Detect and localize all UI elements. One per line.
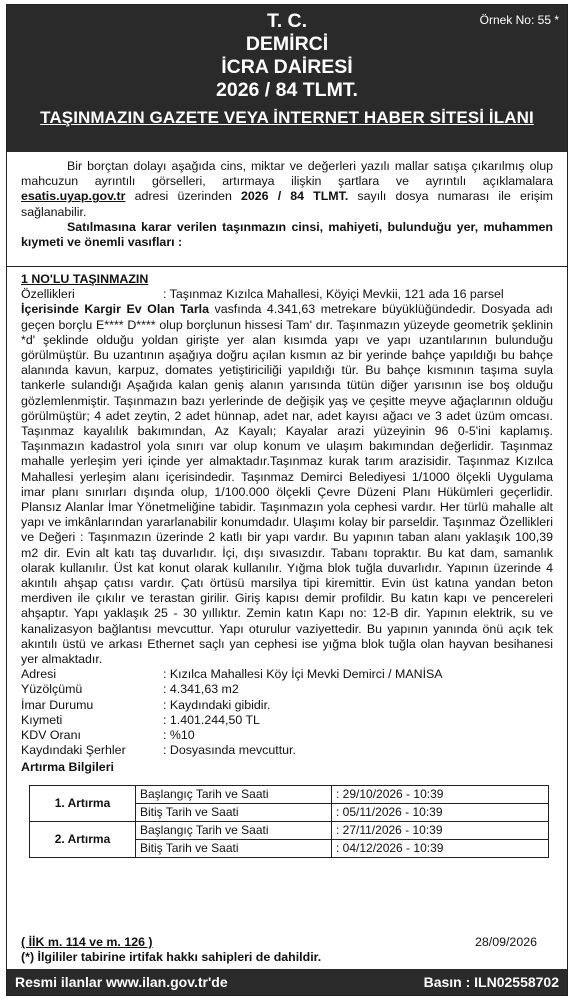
address-row bbox=[21, 667, 553, 682]
intro-text-3: sayılı dosya numarası ile erişim sağlanabilir. bbox=[21, 189, 553, 219]
footer-bar bbox=[7, 969, 567, 995]
esatis-link[interactable]: esatis.uyap.gov.tr bbox=[21, 189, 126, 204]
footnote: (*) İlgililer tabirine irtifak hakkı sahipleri de dahildir. bbox=[21, 950, 322, 964]
vat-label: KDV Oranı bbox=[21, 728, 81, 743]
announcement-title: TAŞINMAZIN GAZETE VEYA İNTERNET HABER SİTESİ İLANI bbox=[40, 108, 534, 127]
zoning-row bbox=[21, 698, 553, 713]
start-label: Başlangıç Tarih ve Saati bbox=[136, 821, 332, 839]
header-country: T. C. bbox=[266, 10, 308, 32]
auction-number: 2. Artırma bbox=[30, 821, 136, 857]
header-city: DEMİRCİ bbox=[245, 33, 329, 55]
annotations-value: : Dosyasında mevcuttur. bbox=[163, 743, 296, 758]
auction-row bbox=[30, 785, 549, 803]
address-value: : Kızılca Mahallesi Köy İçi Mevki Demirci / MANİSA bbox=[163, 667, 443, 682]
intro-text-2: adresi üzerinden bbox=[125, 189, 241, 204]
start-value: : 27/11/2026 - 10:39 bbox=[332, 821, 549, 839]
end-value: : 05/11/2026 - 10:39 bbox=[332, 803, 549, 821]
end-label: Bitiş Tarih ve Saati bbox=[136, 839, 332, 857]
zoning-label: İmar Durumu bbox=[21, 697, 94, 712]
address-label: Adresi bbox=[21, 667, 57, 682]
property-heading: 1 NO'LU TAŞINMAZIN bbox=[21, 272, 149, 286]
property-description bbox=[21, 302, 553, 667]
end-value: : 04/12/2026 - 10:39 bbox=[332, 839, 549, 857]
features-label: Özellikleri bbox=[21, 287, 75, 302]
annotations-label: Kaydındaki Şerhler bbox=[21, 743, 126, 758]
auction-table bbox=[29, 785, 549, 858]
property-description-text: vasfında 4.341,63 metrekare büyüklüğündedir. Dosyada adı geçen borçlu E**** D**** olup borçlunun hissesi Tam' dır. Taşınmazın yüzeyde geometrik şeklinin *d' şeklinde olduğu yoldan girişte yer alan kısımda yapı ve yapı uzantılarının bulunduğu görülmüştür. Bu uzantının aşağıya doğru açılan kısmın az bir yerinde bahçe yapıldığı bu bahçe alanında kavun, karpuz, domates yetiştiriciliği yapıldığı tür. Bu bahçe kısmının taşıma suyla tankerle sulandığı Aşağıda kalan geniş alanın yarısında tütün diğer yarısının ise boş olduğu gözlemlenmiştir. Taşınmazın bazı yerlerinde de değişik yaş ve çeşitte meyve ağaçlarının olduğu görülmüştür; 4 adet zeytin, 2 adet hünnap, adet nar, adet kayısı ağacı ve 3 adet üzüm omcası. Taşınmaz kayalılık bakımından, Az Kayalı; Kayalar arazi yüzeyinin 96 0-5'ini kaplamış. Taşınmazın kadastrol yola sınırı var olup konum ve ulaşım bakımından değerlidir. Taşınmaz mahalle yerleşim yeri içinde yer almaktadır.Taşınmaz kurak tarım arazisidir. Taşınmaz Kızılca Mahallesi yerleşim alanı içerisindedir. Taşınmaz Demirci Belediyesi 1/1000 ölçekli Uygulama imar planı sınırları dışında olup, 1/100.000 ölçekli Çevre Düzeni Planı Hükümleri geçerlidir. Plansız Alanlar İmar Yönetmeliğine tabidir. Taşınmazın yola cephesi vardır. Her türlü mahalle alt yapı ve imkânlarından yararlanabilir konumdadır. Ulaşımı kolay bir parseldir. Taşınmaz Özellikleri ve Değeri : Taşınmazın üzerinde 2 katlı bir yapı vardır. Bu yapının taban alanı yaklaşık 100,39 m2 dir. Evin alt katı taş duvarlıdır. İçi, dışı sıvasızdır. Tabanı topraktır. Bu kat dam, samanlık olarak kullanılır. Üst kat konut olarak kullanılır. Yığma blok tuğla duvarlıdır. Yapının üzerinde 4 akıntılı ahşap çatısı vardır. Çatı örtüsü marsilya tipi kiremittir. Evin üst katına yandan beton merdiven ile çıkılır ve terastan girilir. Giriş kapısı demir profildir. Bu katın kapı ve pencereleri ahşaptır. Yapı yaklaşık 25 - 30 yıllıktır. Zemin katın Kapı no: 12-B dir. Yapının elektrik, su ve kanalizasyon bağlantısı mevcuttur. Yapı oturulur vaziyettedir. Bu yapının yanında önü açık tek akıntılı üstü ve arkası Ethernet saçlı yan cephesi ise yığma blok tuğla olan hayvan besihanesi yer almaktadır. bbox=[21, 302, 553, 667]
intro-text: Bir borçtan dolayı aşağıda cins, miktar ve değerleri yazılı mallar satışa çıkarılmış olup mahcuzun ayrıntılı görselleri, artırmaya ilişkin şartlara ve ayrıntılı açıklamalara bbox=[21, 159, 553, 189]
sample-number: Örnek No: 55 * bbox=[479, 13, 559, 27]
property-type: İçerisinde Kargir Ev Olan Tarla bbox=[21, 302, 209, 317]
intro-section bbox=[7, 152, 567, 266]
intro-paragraph bbox=[21, 159, 553, 220]
auction-row bbox=[30, 821, 549, 839]
intro-file-number: 2026 / 84 TLMT. bbox=[241, 189, 349, 204]
area-label: Yüzölçümü bbox=[21, 682, 83, 697]
intro-subheading: Satılmasına karar verilen taşınmazın cinsi, mahiyeti, bulunduğu yer, muhammen kıymeti ve önemli vasıfları : bbox=[21, 219, 553, 250]
announcement-date: 28/09/2026 bbox=[474, 935, 537, 949]
start-label: Başlangıç Tarih ve Saati bbox=[136, 785, 332, 803]
auction-number: 1. Artırma bbox=[30, 785, 136, 821]
legal-footer bbox=[7, 935, 567, 965]
features-row bbox=[21, 287, 553, 302]
zoning-value: : Kaydındaki gibidir. bbox=[163, 697, 271, 712]
header-office: İCRA DAİRESİ bbox=[221, 56, 353, 78]
property-section bbox=[7, 267, 567, 858]
annotations-row bbox=[21, 743, 553, 758]
law-reference: ( İİK m. 114 ve m. 126 ) bbox=[21, 935, 153, 949]
value-row bbox=[21, 713, 553, 728]
start-value: : 29/10/2026 - 10:39 bbox=[332, 785, 549, 803]
area-value: : 4.341,63 m2 bbox=[163, 682, 239, 697]
vat-value: : %10 bbox=[163, 728, 195, 743]
header-file-number: 2026 / 84 TLMT. bbox=[216, 79, 358, 101]
announcement-frame bbox=[6, 4, 568, 996]
vat-row bbox=[21, 728, 553, 743]
area-row bbox=[21, 682, 553, 697]
value-label: Kıymeti bbox=[21, 712, 63, 727]
announcement-header bbox=[7, 5, 567, 152]
press-code: Basın : ILN02558702 bbox=[423, 974, 559, 990]
features-value: : Taşınmaz Kızılca Mahallesi, Köyiçi Mevkii, 121 ada 16 parsel bbox=[163, 287, 504, 302]
end-label: Bitiş Tarih ve Saati bbox=[136, 803, 332, 821]
auction-info-heading: Artırma Bilgileri bbox=[21, 759, 114, 774]
official-ads-link[interactable]: Resmi ilanlar www.ilan.gov.tr'de bbox=[15, 974, 228, 990]
value-value: : 1.401.244,50 TL bbox=[163, 712, 260, 727]
